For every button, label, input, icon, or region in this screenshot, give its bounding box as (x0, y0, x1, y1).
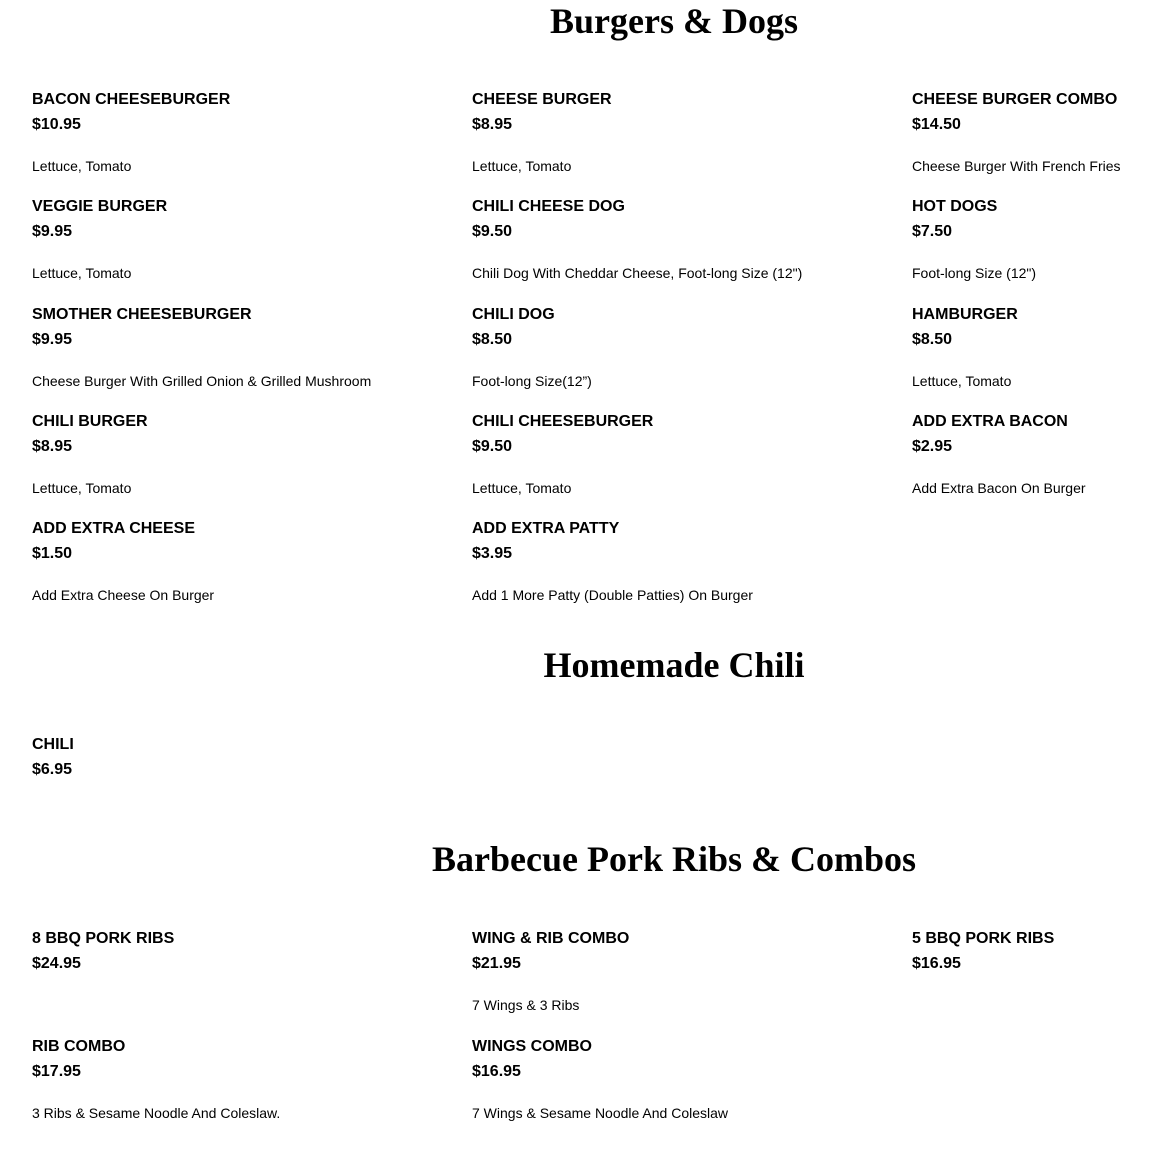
menu-item-chili-cheeseburger (472, 412, 892, 497)
item-description: Lettuce, Tomato (32, 265, 132, 281)
item-description: Lettuce, Tomato (912, 373, 1012, 389)
item-description: Cheese Burger With French Fries (912, 158, 1121, 174)
menu-item-wing-rib-combo (472, 929, 892, 1014)
item-price: $8.50 (912, 331, 953, 348)
item-name: CHILI BURGER (32, 413, 148, 430)
item-price: $16.95 (912, 955, 961, 972)
menu-item-bacon-cheeseburger (32, 90, 452, 175)
item-price: $24.95 (32, 955, 81, 972)
menu-item-chili-cheese-dog (472, 197, 892, 282)
menu-item-veggie-burger (32, 197, 452, 282)
menu-item-hamburger (912, 305, 1150, 390)
item-description: Lettuce, Tomato (32, 158, 132, 174)
item-price: $9.50 (472, 438, 513, 455)
menu-item-chili-burger (32, 412, 452, 497)
item-price: $8.50 (472, 331, 513, 348)
item-description: 7 Wings & Sesame Noodle And Coleslaw (472, 1105, 729, 1121)
item-name: WINGS COMBO (472, 1038, 592, 1055)
item-name: WING & RIB COMBO (472, 930, 630, 947)
item-price: $16.95 (472, 1063, 521, 1080)
item-name: 5 BBQ PORK RIBS (912, 930, 1055, 947)
item-name: ADD EXTRA PATTY (472, 520, 620, 537)
menu-item-8-bbq-pork-ribs (32, 929, 452, 974)
menu-item-hot-dogs (912, 197, 1150, 282)
item-price: $21.95 (472, 955, 521, 972)
section-title-burgers-dogs: Burgers & Dogs (550, 1, 798, 41)
menu-item-rib-combo (32, 1037, 452, 1122)
item-description: Add Extra Bacon On Burger (912, 480, 1086, 496)
item-description: Cheese Burger With Grilled Onion & Grilled Mushroom (32, 373, 372, 389)
item-name: BACON CHEESEBURGER (32, 91, 231, 108)
item-price: $9.95 (32, 223, 73, 240)
item-name: CHILI (32, 736, 74, 753)
menu-item-cheese-burger-combo (912, 90, 1150, 175)
item-price: $3.95 (472, 545, 513, 562)
item-price: $6.95 (32, 761, 73, 778)
item-name: CHEESE BURGER COMBO (912, 91, 1118, 108)
item-price: $17.95 (32, 1063, 81, 1080)
menu-item-chili (32, 735, 452, 780)
item-description: Foot-long Size (12") (912, 265, 1037, 281)
item-name: CHILI CHEESE DOG (472, 198, 625, 215)
menu-item-wings-combo (472, 1037, 892, 1122)
item-description: Lettuce, Tomato (472, 480, 572, 496)
item-description: Add Extra Cheese On Burger (32, 587, 215, 603)
item-price: $9.50 (472, 223, 513, 240)
item-description: 7 Wings & 3 Ribs (472, 997, 580, 1013)
item-price: $9.95 (32, 331, 73, 348)
item-description: Lettuce, Tomato (32, 480, 132, 496)
item-name: ADD EXTRA CHEESE (32, 520, 195, 537)
item-price: $14.50 (912, 116, 961, 133)
section-title-bbq-ribs-combos: Barbecue Pork Ribs & Combos (432, 839, 916, 879)
item-name: SMOTHER CHEESEBURGER (32, 306, 252, 323)
menu-item-smother-cheeseburger (32, 305, 452, 390)
item-price: $8.95 (472, 116, 513, 133)
item-name: 8 BBQ PORK RIBS (32, 930, 175, 947)
menu-item-add-extra-bacon (912, 412, 1150, 497)
item-name: CHILI DOG (472, 306, 555, 323)
item-description: Lettuce, Tomato (472, 158, 572, 174)
item-name: CHEESE BURGER (472, 91, 612, 108)
menu-item-add-extra-cheese (32, 519, 452, 604)
item-price: $1.50 (32, 545, 73, 562)
item-price: $7.50 (912, 223, 953, 240)
menu-item-chili-dog (472, 305, 892, 390)
item-description: 3 Ribs & Sesame Noodle And Coleslaw. (32, 1105, 281, 1121)
item-description: Add 1 More Patty (Double Patties) On Burger (472, 587, 753, 603)
item-price: $8.95 (32, 438, 73, 455)
item-name: ADD EXTRA BACON (912, 413, 1068, 430)
item-name: VEGGIE BURGER (32, 198, 168, 215)
menu-item-add-extra-patty (472, 519, 892, 604)
item-description: Foot-long Size(12”) (472, 373, 592, 389)
item-price: $2.95 (912, 438, 953, 455)
item-description: Chili Dog With Cheddar Cheese, Foot-long Size (12") (472, 265, 803, 281)
item-name: RIB COMBO (32, 1038, 126, 1055)
menu-item-5-bbq-pork-ribs (912, 929, 1150, 974)
item-name: HOT DOGS (912, 198, 998, 215)
item-name: CHILI CHEESEBURGER (472, 413, 654, 430)
item-price: $10.95 (32, 116, 81, 133)
section-title-homemade-chili: Homemade Chili (543, 645, 805, 685)
menu-item-cheese-burger (472, 90, 892, 175)
item-name: HAMBURGER (912, 306, 1018, 323)
